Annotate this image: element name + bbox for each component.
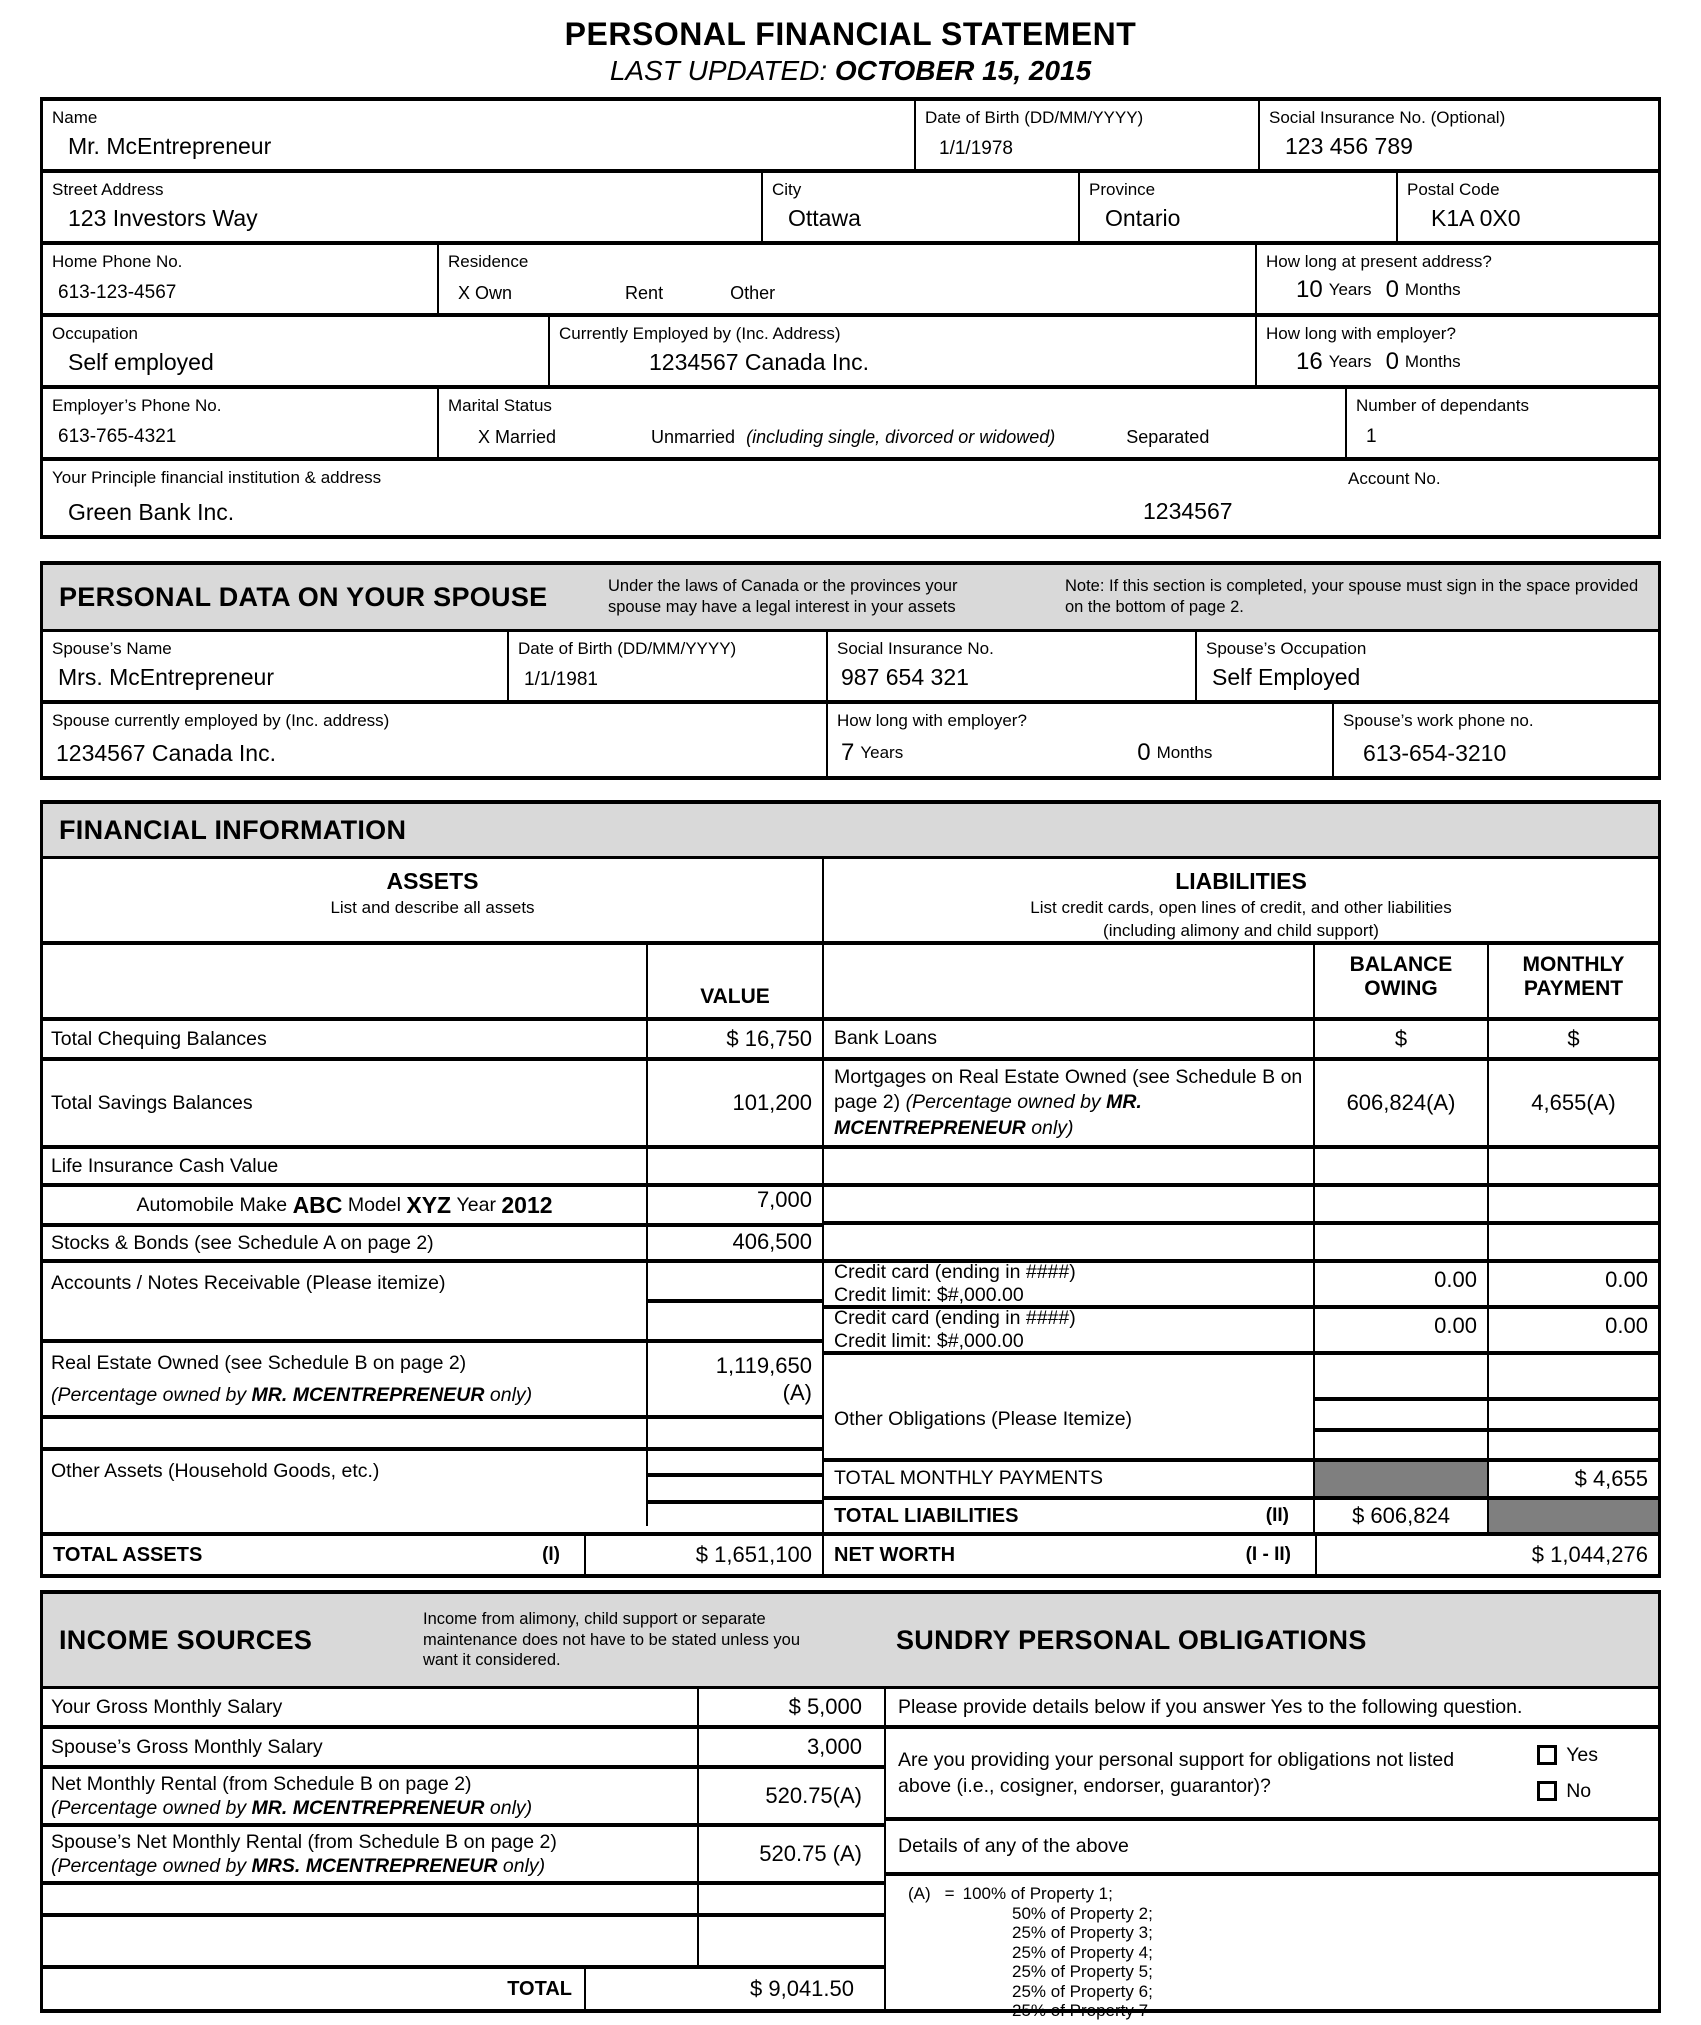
- residence-options: [448, 283, 1247, 304]
- credit-card-2-label: [824, 1306, 1315, 1352]
- marital-separated-option: Separated: [1126, 427, 1210, 447]
- liability-row-total-liabilities: [824, 1500, 1658, 1532]
- residence-label: Residence: [448, 252, 529, 271]
- spouse-section-title: PERSONAL DATA ON YOUR SPOUSE: [59, 581, 548, 612]
- real-estate-label-line2: (Percentage owned by MR. MCENTREPRENEUR only): [51, 1384, 533, 1406]
- liability-row-blank: [824, 1149, 1658, 1187]
- dob-value: 1/1/1978: [939, 138, 1013, 159]
- spouse-name-field: [43, 632, 509, 700]
- spouse-occupation-field: [1197, 632, 1658, 700]
- credit-card-1-label: [824, 1260, 1315, 1306]
- employer-years-value: 16: [1296, 348, 1323, 375]
- asset-row-stocks: [43, 1227, 822, 1263]
- spouse-work-phone-field: [1334, 704, 1658, 776]
- account-no-value: 1234567: [1143, 498, 1233, 524]
- sundry-question-text: Are you providing your personal support for obligations not listed above (i.e., cosigner, endorser, guarantor)?: [898, 1748, 1455, 1797]
- automobile-model-label: Model: [347, 1193, 401, 1216]
- employer-phone-label: Employer’s Phone No.: [52, 396, 222, 415]
- months-unit-label: Months: [1404, 280, 1461, 299]
- employed-by-value: 1234567 Canada Inc.: [649, 349, 869, 375]
- no-label: No: [1566, 1780, 1592, 1802]
- automobile-value: 7,000: [756, 1187, 812, 1212]
- financial-information-section: [40, 800, 1661, 1578]
- marital-unmarried-note: (including single, divorced or widowed): [746, 427, 1056, 447]
- how-long-employer-label: How long with employer?: [1266, 324, 1456, 343]
- real-estate-amount-note: (A): [782, 1380, 812, 1405]
- stocks-label: Stocks & Bonds (see Schedule A on page 2): [43, 1227, 648, 1259]
- bank-loans-payment: $: [1567, 1026, 1580, 1051]
- spouse-section-note-2: Note: If this section is completed, your spouse must sign in the space provided on the bottom of page 2.: [1065, 577, 1639, 616]
- subtitle-date: OCTOBER 15, 2015: [834, 55, 1092, 86]
- net-worth-value: $ 1,044,276: [1531, 1542, 1648, 1567]
- income-sundry-section: [40, 1590, 1661, 2020]
- residence-field: [439, 245, 1257, 313]
- income-sundry-columns: [43, 1689, 1658, 2020]
- legend-prefix: (A): [908, 1884, 931, 1903]
- street-value: 123 Investors Way: [68, 205, 258, 231]
- mortgages-label: Mortgages on Real Estate Owned (see Schedule B on page 2) (Percentage owned by MR. MCENTREPRENEUR only): [824, 1061, 1315, 1145]
- marital-status-label: Marital Status: [448, 396, 552, 415]
- income-row-blank: [43, 1885, 884, 1917]
- page-subtitle: [40, 55, 1661, 87]
- legend-equals: =: [944, 1884, 955, 1903]
- credit-card-2-line2: Credit limit: $#,000.00: [834, 1330, 1024, 1352]
- how-long-employer-value: [1266, 348, 1650, 376]
- spouse-section: [40, 561, 1661, 780]
- net-worth-roman: (I - II): [1245, 1544, 1291, 1565]
- table-row: [43, 389, 1658, 461]
- table-row: [43, 704, 1658, 776]
- years-unit-label: Years: [1328, 280, 1372, 299]
- spouse-how-long-employer-label: How long with employer?: [837, 711, 1027, 730]
- chequing-value: $ 16,750: [726, 1026, 812, 1051]
- financial-institution-field: [43, 461, 1658, 535]
- spouse-section-header: [43, 565, 1658, 632]
- assets-subheader: [43, 945, 822, 1021]
- asset-row-chequing: [43, 1021, 822, 1061]
- savings-value: 101,200: [732, 1090, 812, 1115]
- spouse-dob-field: [509, 632, 828, 700]
- postal-code-label: Postal Code: [1407, 180, 1500, 199]
- employed-by-label: Currently Employed by (Inc. Address): [559, 324, 841, 343]
- income-section-header: [43, 1594, 1658, 1689]
- spouse-sin-label: Social Insurance No.: [837, 639, 994, 658]
- yes-no-checkbox-group: [1537, 1742, 1598, 1805]
- spouse-employed-by-value: 1234567 Canada Inc.: [56, 740, 276, 766]
- street-label: Street Address: [52, 180, 164, 199]
- legend-line-3: 25% of Property 3;: [1012, 1923, 1153, 1942]
- spouse-employed-by-field: [43, 704, 828, 776]
- real-estate-label: [43, 1343, 648, 1415]
- balance-owing-col-header: BALANCE OWING: [1315, 945, 1489, 1017]
- dependants-value: 1: [1366, 426, 1377, 447]
- years-unit-label: Years: [1328, 352, 1372, 371]
- net-rental-label: [43, 1769, 699, 1823]
- other-assets-label: Other Assets (Household Goods, etc.): [43, 1451, 648, 1526]
- assets-title: ASSETS: [386, 868, 479, 894]
- spouse-dob-value: 1/1/1981: [524, 669, 598, 690]
- sundry-box: [886, 1689, 1658, 2020]
- asset-row-life-insurance: [43, 1149, 822, 1187]
- financial-totals-row: [43, 1532, 1658, 1574]
- how-long-employer-field: [1257, 317, 1658, 385]
- spouse-gross-salary-value: 3,000: [806, 1734, 862, 1759]
- subtitle-prefix: LAST UPDATED:: [609, 55, 828, 86]
- credit-card-1-line1: Credit card (ending in ####): [834, 1260, 1076, 1283]
- automobile-make-label: Automobile Make: [136, 1193, 288, 1216]
- residence-rent-option: Rent: [625, 283, 664, 303]
- liability-row-blank: [824, 1187, 1658, 1225]
- chequing-label: Total Chequing Balances: [43, 1021, 648, 1057]
- liability-row-blank: [824, 1225, 1658, 1263]
- total-liabilities-payment-blocked-cell: [1489, 1500, 1658, 1532]
- total-liabilities-roman: (II): [1265, 1504, 1289, 1526]
- sundry-section-title: SUNDRY PERSONAL OBLIGATIONS: [896, 1624, 1367, 1655]
- spouse-net-rental-label-line1: Spouse’s Net Monthly Rental (from Schedule B on page 2): [51, 1830, 557, 1853]
- automobile-year-label: Year: [456, 1193, 496, 1216]
- credit-card-1-line2: Credit limit: $#,000.00: [834, 1284, 1024, 1306]
- total-monthly-payment-value: $ 4,655: [1574, 1466, 1648, 1491]
- total-assets-value: $ 1,651,100: [586, 1536, 824, 1574]
- yes-label: Yes: [1566, 1743, 1598, 1766]
- legend-line-2: 50% of Property 2;: [1012, 1903, 1153, 1923]
- liability-row-credit-card-2: [824, 1306, 1658, 1355]
- no-option: [1537, 1778, 1598, 1804]
- financial-section-title: FINANCIAL INFORMATION: [59, 814, 407, 845]
- real-estate-label-line1: Real Estate Owned (see Schedule B on page 2): [51, 1351, 467, 1374]
- marital-status-field: [439, 389, 1347, 457]
- spouse-how-long-employer-value: [837, 739, 1324, 767]
- sin-field: [1260, 101, 1658, 169]
- receivable-value-1: [648, 1263, 822, 1303]
- savings-label: Total Savings Balances: [43, 1061, 648, 1145]
- bank-loans-balance: $: [1315, 1021, 1489, 1057]
- table-row: [43, 461, 1658, 535]
- mortgages-balance: 606,824(A): [1315, 1061, 1489, 1145]
- liabilities-header: [824, 859, 1658, 945]
- spouse-months-value: 0: [1137, 739, 1151, 766]
- credit-card-2-line1: Credit card (ending in ####): [834, 1306, 1076, 1329]
- asset-row-automobile: [43, 1187, 822, 1227]
- residence-own-option: X Own: [458, 283, 513, 303]
- liability-row-mortgages: [824, 1061, 1658, 1149]
- province-value: Ontario: [1105, 205, 1181, 231]
- spouse-sin-field: [828, 632, 1197, 700]
- liability-row-total-monthly: [824, 1462, 1658, 1500]
- income-total-label: TOTAL: [507, 1977, 572, 2000]
- automobile-label: [43, 1187, 648, 1223]
- receivable-label: Accounts / Notes Receivable (Please itemize): [43, 1263, 648, 1339]
- months-unit-label: Months: [1404, 352, 1461, 371]
- other-assets-value-2: [648, 1477, 822, 1503]
- bank-loans-label: Bank Loans: [824, 1021, 1315, 1057]
- sundry-details-row: [886, 1821, 1658, 1876]
- life-insurance-value: [648, 1149, 822, 1183]
- sin-label: Social Insurance No. (Optional): [1269, 108, 1506, 127]
- spouse-dob-label: Date of Birth (DD/MM/YYYY): [518, 639, 737, 658]
- total-monthly-balance-blocked-cell: [1315, 1462, 1489, 1496]
- other-assets-value-1: [648, 1451, 822, 1477]
- spouse-gross-salary-label: Spouse’s Gross Monthly Salary: [43, 1729, 699, 1765]
- spouse-name-label: Spouse’s Name: [52, 639, 172, 658]
- financial-columns: [43, 859, 1658, 1532]
- sundry-intro-row: [886, 1689, 1658, 1729]
- monthly-payment-col-header: MONTHLY PAYMENT: [1522, 952, 1625, 1000]
- legend-line-7: 25% of Property 7: [1012, 2001, 1149, 2020]
- marital-status-options: [448, 427, 1337, 448]
- value-col-header: VALUE: [700, 984, 770, 1008]
- sin-value: 123 456 789: [1285, 133, 1413, 159]
- spouse-years-value: 7: [841, 739, 855, 766]
- net-rental-label-line2: (Percentage owned by MR. MCENTREPRENEUR only): [51, 1797, 533, 1819]
- how-long-address-value: [1266, 276, 1650, 304]
- name-field: [43, 101, 916, 169]
- table-row: [43, 101, 1658, 173]
- spouse-name-value: Mrs. McEntrepreneur: [58, 664, 275, 690]
- months-unit-label: Months: [1156, 743, 1213, 762]
- assets-subtitle: List and describe all assets: [330, 898, 535, 917]
- sundry-question-row: [886, 1729, 1658, 1821]
- automobile-model-value: XYZ: [406, 1191, 452, 1218]
- city-field: [763, 173, 1080, 241]
- dependants-field: [1347, 389, 1658, 457]
- automobile-make-value: ABC: [292, 1191, 343, 1218]
- sundry-legend: [886, 1876, 1658, 2020]
- employer-months-value: 0: [1385, 348, 1399, 375]
- asset-row-blank: [43, 1419, 822, 1451]
- receivable-value-2: [648, 1303, 822, 1339]
- employer-phone-field: [43, 389, 439, 457]
- occupation-label: Occupation: [52, 324, 138, 343]
- credit-card-2-balance: 0.00: [1315, 1309, 1489, 1351]
- spouse-section-note-1: Under the laws of Canada or the provinces your spouse may have a legal interest in your assets: [608, 577, 958, 616]
- liabilities-column: [824, 859, 1658, 1532]
- assets-header: [43, 859, 822, 945]
- address-years-value: 10: [1296, 276, 1323, 303]
- income-section-title: INCOME SOURCES: [59, 1624, 313, 1655]
- spouse-occupation-label: Spouse’s Occupation: [1206, 639, 1367, 658]
- marital-married-option: X Married: [478, 427, 557, 447]
- title-block: [40, 16, 1661, 87]
- asset-row-other-assets: [43, 1451, 822, 1526]
- spouse-net-rental-label: [43, 1827, 699, 1881]
- dob-label: Date of Birth (DD/MM/YYYY): [925, 108, 1144, 127]
- how-long-address-label: How long at present address?: [1266, 252, 1492, 271]
- name-value: Mr. McEntrepreneur: [68, 133, 272, 159]
- real-estate-amount: 1,119,650: [715, 1352, 812, 1378]
- income-row-total: [43, 1969, 884, 2009]
- financial-section-header: [43, 804, 1658, 859]
- spouse-how-long-employer-field: [828, 704, 1334, 776]
- employer-phone-value: 613-765-4321: [58, 426, 177, 447]
- city-value: Ottawa: [788, 205, 861, 231]
- total-assets-label-cell: [43, 1536, 586, 1574]
- no-checkbox[interactable]: [1537, 1781, 1557, 1801]
- table-row: [43, 173, 1658, 245]
- credit-card-1-balance: 0.00: [1315, 1263, 1489, 1305]
- spouse-occupation-value: Self Employed: [1212, 664, 1361, 690]
- gross-salary-value: $ 5,000: [788, 1694, 862, 1719]
- liabilities-title: LIABILITIES: [1175, 868, 1307, 894]
- residence-other-option: Other: [730, 283, 776, 303]
- income-total-label-cell: [43, 1969, 586, 2009]
- net-worth-label: NET WORTH: [834, 1543, 956, 1566]
- years-unit-label: Years: [860, 743, 904, 762]
- liability-row-bank-loans: [824, 1021, 1658, 1061]
- occupation-value: Self employed: [68, 349, 214, 375]
- personal-info-table: [40, 97, 1661, 539]
- liabilities-subtitle-2: (including alimony and child support): [1103, 921, 1379, 941]
- page-title: PERSONAL FINANCIAL STATEMENT: [564, 16, 1137, 52]
- financial-institution-value: Green Bank Inc.: [68, 499, 235, 525]
- income-row-spouse-net-rental: [43, 1827, 884, 1885]
- income-row-blank: [43, 1917, 884, 1969]
- asset-row-real-estate: [43, 1343, 822, 1419]
- other-assets-value-3: [648, 1504, 822, 1526]
- real-estate-value: [648, 1343, 822, 1415]
- yes-checkbox[interactable]: [1537, 1745, 1557, 1765]
- total-monthly-payments-label: TOTAL MONTHLY PAYMENTS: [824, 1462, 1315, 1496]
- home-phone-label: Home Phone No.: [52, 252, 183, 271]
- legend-line-4: 25% of Property 4;: [1012, 1942, 1153, 1962]
- how-long-address-field: [1257, 245, 1658, 313]
- assets-desc-col-header: [43, 945, 648, 1017]
- liability-row-other-obligations: [824, 1355, 1658, 1462]
- street-field: [43, 173, 763, 241]
- marital-unmarried-option: Unmarried: [651, 427, 736, 447]
- postal-code-value: K1A 0X0: [1431, 205, 1521, 231]
- spouse-net-rental-value: 520.75 (A): [759, 1841, 862, 1866]
- occupation-field: [43, 317, 550, 385]
- spouse-work-phone-value: 613-654-3210: [1363, 740, 1507, 766]
- other-obligations-label: Other Obligations (Please Itemize): [824, 1355, 1315, 1458]
- city-label: City: [772, 180, 802, 199]
- liabilities-desc-col-header: [824, 945, 1315, 1017]
- postal-code-field: [1398, 173, 1658, 241]
- address-months-value: 0: [1385, 276, 1399, 303]
- dependants-label: Number of dependants: [1356, 396, 1529, 415]
- spouse-net-rental-label-line2: (Percentage owned by MRS. MCENTREPRENEUR only): [51, 1855, 546, 1877]
- stocks-value: 406,500: [732, 1229, 812, 1254]
- spouse-employed-by-label: Spouse currently employed by (Inc. address): [52, 711, 390, 730]
- table-row: [43, 632, 1658, 704]
- automobile-year-value: 2012: [501, 1191, 553, 1218]
- mortgages-payment: 4,655(A): [1531, 1090, 1616, 1115]
- total-liabilities-balance-value: $ 606,824: [1315, 1500, 1489, 1532]
- name-label: Name: [52, 108, 98, 127]
- income-total-value: $ 9,041.50: [750, 1976, 854, 2001]
- income-row-net-rental: [43, 1769, 884, 1827]
- liabilities-subheader: [824, 945, 1658, 1021]
- assets-column: [43, 859, 824, 1532]
- liability-row-credit-card-1: [824, 1260, 1658, 1309]
- asset-row-receivable: [43, 1263, 822, 1343]
- province-field: [1080, 173, 1398, 241]
- legend-line-1: (A) = 100% of Property 1;: [908, 1884, 1113, 1903]
- table-row: [43, 245, 1658, 317]
- home-phone-value: 613-123-4567: [58, 282, 177, 303]
- legend-line-6: 25% of Property 6;: [1012, 1981, 1153, 2001]
- financial-institution-label: Your Principle financial institution & address: [52, 468, 382, 487]
- mortgages-label-text: Mortgages on Real Estate Owned (see Schedule B on page 2): [834, 1065, 1303, 1114]
- home-phone-field: [43, 245, 439, 313]
- life-insurance-label: Life Insurance Cash Value: [43, 1149, 648, 1183]
- total-liabilities-label-cell: [824, 1500, 1315, 1532]
- income-row-spouse-gross: [43, 1729, 884, 1769]
- income-section-note: Income from alimony, child support or separate maintenance does not have to be stated unless you want it considered.: [423, 1610, 801, 1670]
- dob-field: [916, 101, 1260, 169]
- yes-option: [1537, 1742, 1598, 1768]
- gross-salary-label: Your Gross Monthly Salary: [43, 1689, 699, 1725]
- total-liabilities-label: TOTAL LIABILITIES: [834, 1505, 1019, 1527]
- income-table: [43, 1689, 886, 2009]
- net-worth-label-cell: [824, 1536, 1317, 1574]
- credit-card-1-payment: 0.00: [1605, 1267, 1648, 1292]
- sundry-details-label: Details of any of the above: [898, 1835, 1129, 1858]
- net-rental-value: 520.75(A): [765, 1783, 862, 1808]
- sundry-intro-text: Please provide details below if you answer Yes to the following question.: [898, 1695, 1523, 1718]
- legend-line-5: 25% of Property 5;: [1012, 1962, 1153, 1981]
- table-row: [43, 317, 1658, 389]
- liabilities-subtitle-1: List credit cards, open lines of credit, and other liabilities: [1030, 898, 1452, 917]
- net-rental-label-line1: Net Monthly Rental (from Schedule B on page 2): [51, 1772, 472, 1795]
- spouse-sin-value: 987 654 321: [841, 664, 969, 690]
- income-row-gross: [43, 1689, 884, 1729]
- account-no-label: Account No.: [1348, 469, 1441, 488]
- total-assets-label: TOTAL ASSETS: [53, 1543, 203, 1566]
- total-assets-roman: (I): [542, 1544, 560, 1565]
- spouse-work-phone-label: Spouse’s work phone no.: [1343, 711, 1534, 730]
- credit-card-2-payment: 0.00: [1605, 1313, 1648, 1338]
- asset-row-savings: [43, 1061, 822, 1149]
- province-label: Province: [1089, 180, 1156, 199]
- employed-by-field: [550, 317, 1257, 385]
